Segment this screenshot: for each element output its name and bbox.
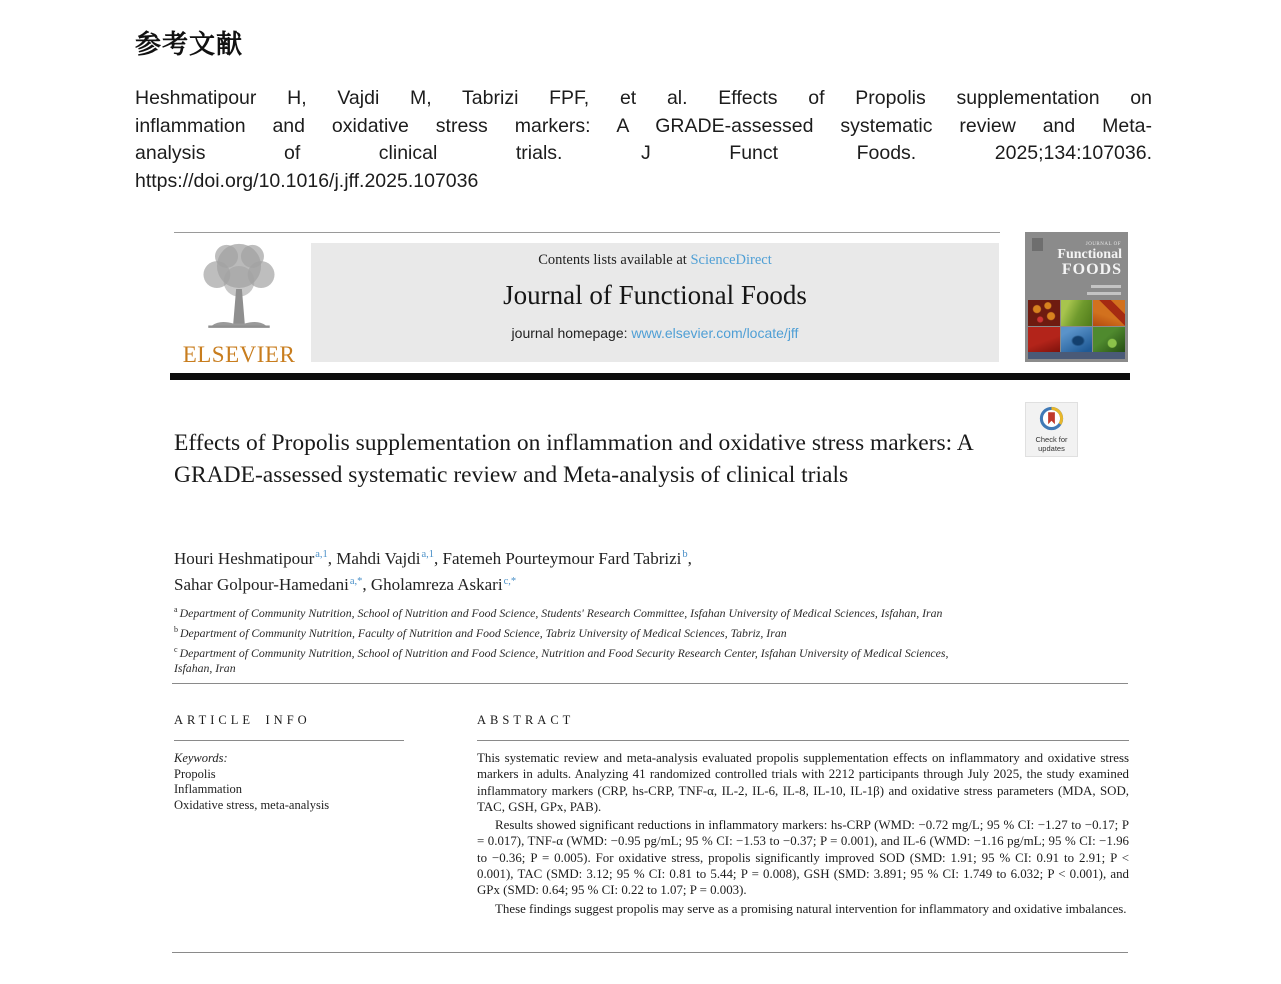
cover-series-label: JOURNAL OF [1085,242,1121,247]
cover-footer-bar [1028,352,1125,359]
affiliation [174,602,1130,622]
author-name: Gholamreza Askari [370,575,503,595]
contents-prefix: Contents lists available at [538,252,691,268]
affiliation-superscript: c [174,644,178,654]
author [174,575,371,594]
cover-tile [1061,300,1093,326]
contents-line [311,243,999,269]
cover-tile [1093,327,1125,353]
author-superscript: c,* [503,575,517,587]
page-bottom-rule [172,952,1128,953]
journal-cover-thumbnail [1025,232,1128,362]
abstract-body [477,750,1129,917]
journal-banner [311,243,999,362]
keyword: Oxidative stress, meta-analysis [174,797,330,812]
check-for-updates-icon [1039,406,1064,431]
article-info-section [174,713,404,813]
author-name: Sahar Golpour-Hamedani [174,575,349,595]
author [174,549,336,568]
cover-editor-line [1091,285,1121,288]
abstract-rule [477,740,1129,741]
author-superscript: a,1 [421,549,435,560]
affiliation-superscript: b [174,624,178,634]
section-divider-rule [172,683,1128,684]
cover-publisher-mark-icon [1032,238,1043,251]
elsevier-tree-icon [191,239,287,339]
sciencedirect-link[interactable]: ScienceDirect [690,252,772,268]
keyword: Propolis [174,766,216,781]
affiliation-text: Department of Community Nutrition, School of Nutrition and Food Science, Nutrition and Food Security Research Center, Isfahan University of Medical Sciences, [179,645,949,660]
abstract-paragraph: This systematic review and meta-analysis evaluated propolis supplementation effects on inflammatory and oxidative stress markers in adults. Analyzing 41 randomized controlled trials with 2212 participants through July 2025, the study examined inflammatory markers (CRP, hs-CRP, TNF-α, IL-2, IL-6, IL-8, IL-10, IL-1β) and oxidative stress parameters (MDA, SOD, TAC, GSH, GPx, PAB). [477,751,1129,814]
author-separator: , [687,548,692,568]
references-heading: 参考文献 [135,29,244,59]
author-separator: , [434,548,443,568]
cover-tile [1093,300,1125,326]
check-for-updates-label [1026,436,1077,453]
author-name: Fatemeh Pourteymour Fard Tabrizi [442,548,682,568]
affiliation-text: Department of Community Nutrition, Faculty of Nutrition and Food Science, Tabriz University of Medical Sciences, Tabriz, Iran [180,625,787,640]
author [443,549,692,568]
author-separator: , [362,575,371,595]
author-superscript: a,* [349,575,363,587]
cover-tile [1028,300,1060,326]
abstract-header: ABSTRACT [477,713,575,727]
masthead-divider-bar [170,373,1130,380]
author-name: Houri Heshmatipour [174,548,315,568]
paper-first-page [170,225,1130,965]
affiliation [174,642,1130,678]
keywords-block [174,751,404,813]
cover-image-grid [1028,300,1125,352]
article-info-header: ARTICLE INFO [174,713,311,727]
author [336,549,442,568]
author-separator: , [327,548,337,568]
citation-line: inflammation and oxidative stress markers: A GRADE-assessed systematic review and Meta- [135,114,1152,137]
cover-editor-line [1087,292,1121,295]
article-title: Effects of Propolis supplementation on inflammation and oxidative stress markers: A GRADE-assessed systematic review and Meta-analysis of clinical trials [174,430,973,488]
author-name: Mahdi Vajdi [336,548,421,568]
article-info-rule [174,740,404,741]
citation-block [135,85,1152,195]
keyword: Inflammation [174,782,243,796]
affiliation [174,622,1130,642]
affiliation-text: Department of Community Nutrition, School of Nutrition and Food Science, Students' Research Committee, Isfahan University of Medical Sciences, Isfahan, Iran [179,605,943,620]
journal-title: Journal of Functional Foods [503,280,807,310]
elsevier-wordmark: ELSEVIER [182,342,296,367]
homepage-link[interactable]: www.elsevier.com/locate/jff [631,325,799,341]
cover-title-functional: Functional [1057,247,1122,262]
keywords-label: Keywords: [174,751,228,765]
abstract-paragraph: Results showed significant reductions in inflammatory markers: hs-CRP (WMD: −0.72 mg/L; 95 % CI: −1.27 to −0.17; P = 0.017), TNF-α (WMD: −0.95 pg/mL; 95 % CI: −1.53 to −0.37; P = 0.001), and IL-6 (WMD: −1.16 pg/mL; 95 % CI: −1.96 to −0.36; P = 0.005). For oxidative stress, propolis significantly improved SOD (SMD: 1.91; 95 % CI: 0.91 to 2.91; P < 0.001), TAC (SMD: 3.12; 95 % CI: 0.81 to 5.44; P = 0.008), GSH (SMD: 3.891; 95 % CI: 1.749 to 6.032; P < 0.001), and GPx (SMD: 0.64; 95 % CI: 0.22 to 1.07; P = 0.003). [477,818,1129,898]
citation-line: Heshmatipour H, Vajdi M, Tabrizi FPF, et al. Effects of Propolis supplementation on [135,87,1152,109]
cover-tile [1061,327,1093,353]
citation-line: analysis of clinical trials. J Funct Foods. 2025;134:107036. [135,142,1152,165]
abstract-section [477,713,1129,917]
badge-line1: Check for [1035,435,1068,444]
affiliation-list [174,602,1130,677]
badge-line2: updates [1038,443,1065,453]
check-for-updates-badge[interactable] [1025,402,1078,457]
elsevier-logo [170,239,308,373]
author-list [174,543,899,596]
author-superscript: a,1 [315,549,328,560]
affiliation-superscript: a [174,605,178,614]
homepage-prefix: journal homepage: [511,325,632,341]
author [371,575,516,594]
affiliation-text-continued: Isfahan, Iran [174,661,236,676]
author-superscript: b [682,549,688,560]
citation-doi: https://doi.org/10.1016/j.jff.2025.107036 [135,169,479,192]
abstract-paragraph: These findings suggest propolis may serve as a promising natural intervention for inflammatory and oxidative imbalances. [495,901,1127,916]
cover-tile [1028,327,1060,353]
homepage-line [311,325,999,341]
cover-title-foods: FOODS [1061,261,1122,278]
masthead-top-rule [174,232,1000,233]
